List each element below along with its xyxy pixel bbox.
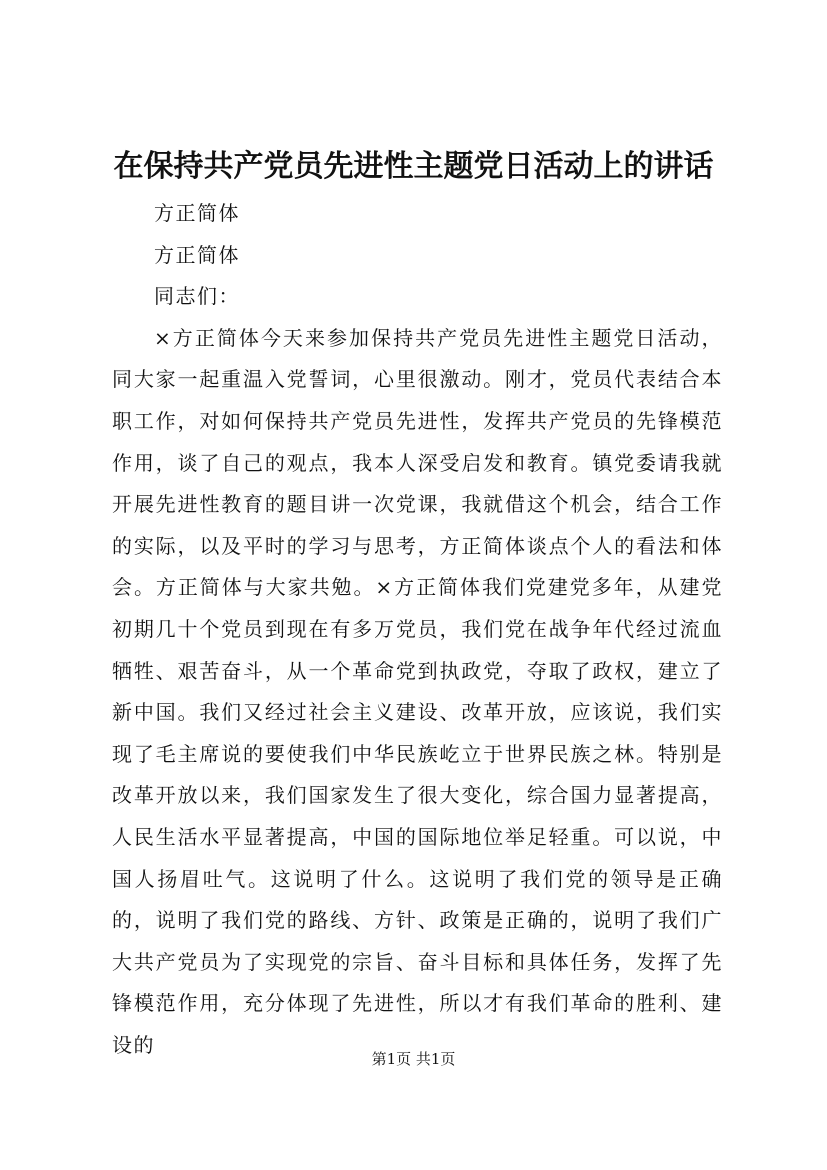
subtitle-line: 方正简体 [154, 201, 240, 225]
body-paragraph: ×方正简体今天来参加保持共产党员先进性主题党日活动，同大家一起重温入党誓词，心里很激动。刚才，党员代表结合本职工作，对如何保持共产党员先进性，发挥共产党员的先锋模范作用，谈了自己的观点，我本人深受启发和教育。镇党委请我就开展先进性教育的题目讲一次党课，我就借这个机会，结合工作的实际，以及平时的学习与思考，方正简体谈点个人的看法和体会。方正简体与大家共勉。×方正简体我们党建党多年，从建党初期几十个党员到现在有多万党员，我们党在战争年代经过流血牺牲、艰苦奋斗，从一个革命党到执政党，夺取了政权，建立了新中国。我们又经过社会主义建设、改革开放，应该说，我们实现了毛主席说的要使我们中华民族屹立于世界民族之林。特别是改革开放以来，我们国家发生了很大变化，综合国力显著提高，人民生活水平显著提高，中国的国际地位举足轻重。可以说，中国人扬眉吐气。这说明了什么。这说明了我们党的领导是正确的，说明了我们党的路线、方针、政策是正确的，说明了我们广大共产党员为了实现党的宗旨、奋斗目标和具体任务，发挥了先锋模范作用，充分体现了先进性，所以才有我们革命的胜利、建设的 [112, 325, 723, 1057]
salutation: 同志们： [154, 284, 240, 309]
subtitle-line: 方正简体 [154, 242, 240, 267]
page-number-footer: 第1页 共1页 [371, 1050, 456, 1068]
document-body [112, 193, 723, 1066]
document-title: 在保持共产党员先进性主题党日活动上的讲话 [113, 149, 714, 184]
